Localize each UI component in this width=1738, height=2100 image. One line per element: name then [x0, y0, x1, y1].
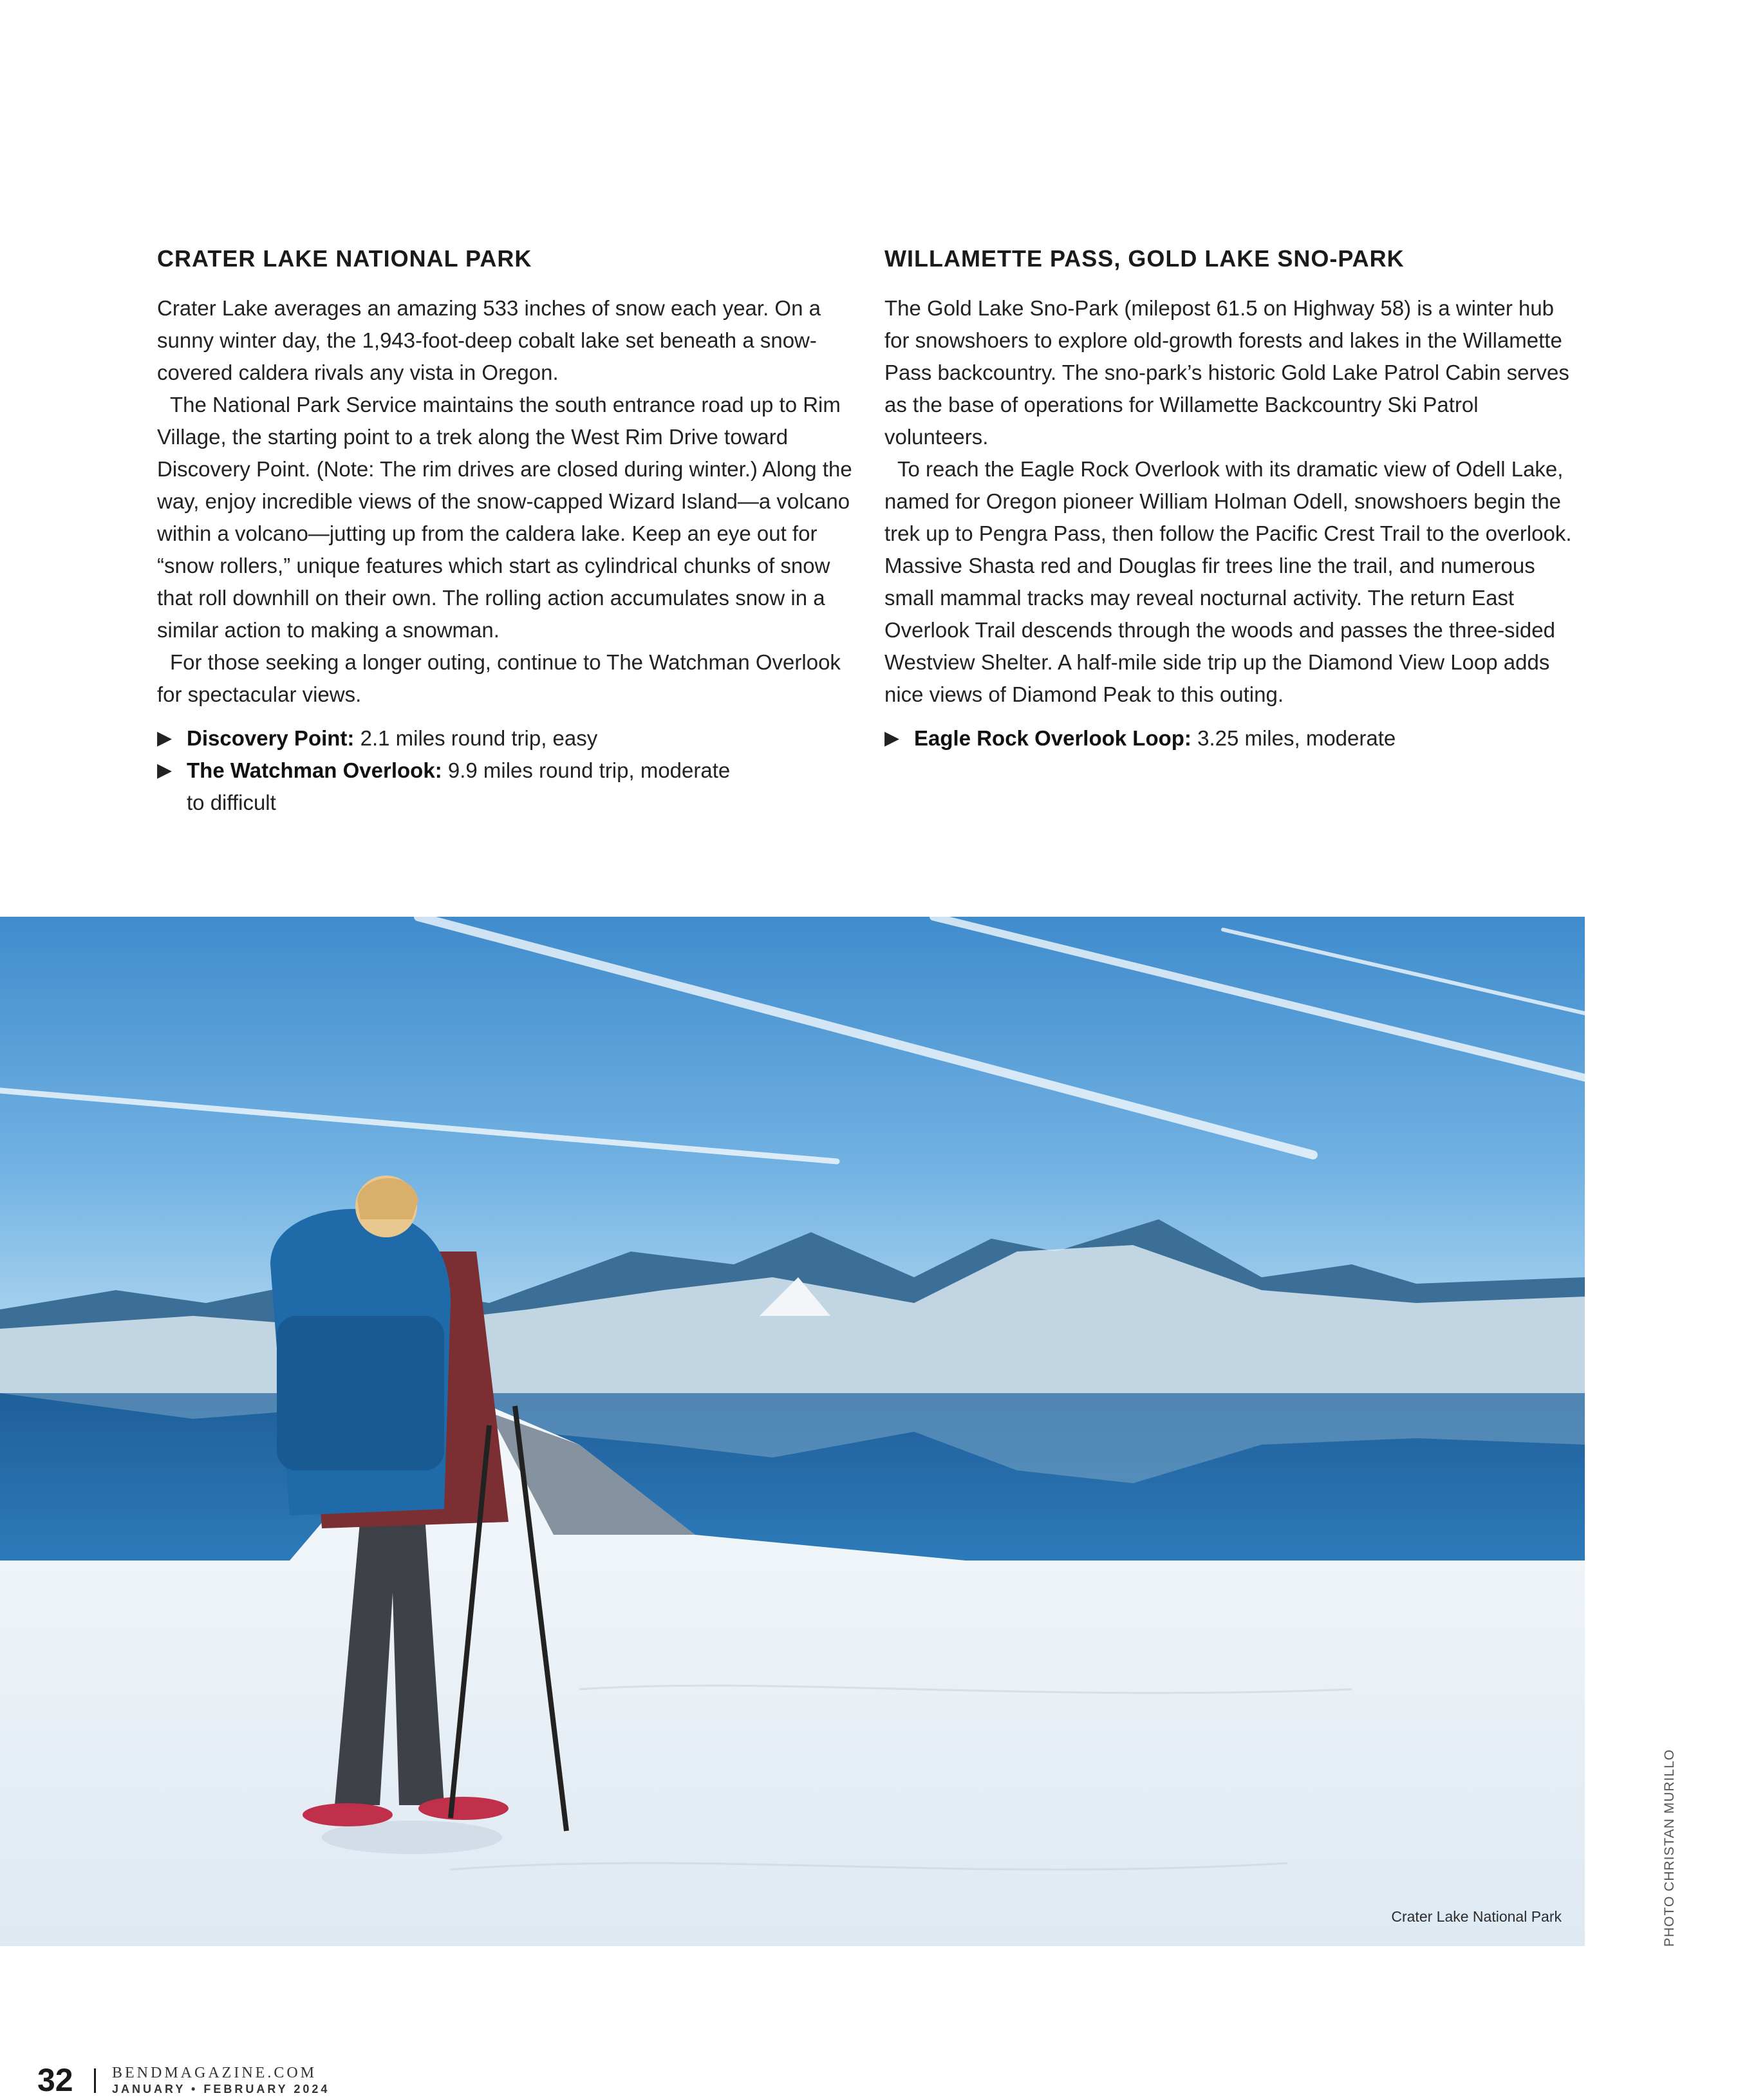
section-heading-willamette-pass: WILLAMETTE PASS, GOLD LAKE SNO-PARK: [884, 245, 1405, 272]
paragraph: For those seeking a longer outing, continue to The Watchman Overlook for spectacular views.: [157, 650, 841, 706]
right-column: [884, 242, 1580, 755]
magazine-site: BENDMAGAZINE.COM: [112, 2065, 317, 2081]
paragraph: Crater Lake averages an amazing 533 inches of snow each year. On a sunny winter day, the 1,943-foot-deep cobalt lake set beneath a snow-covered caldera rivals any vista in Oregon.: [157, 296, 821, 384]
trip-detail: 3.25 miles, moderate: [1197, 726, 1396, 750]
photo-caption: Crater Lake National Park: [1391, 1908, 1562, 1925]
trip-item: [884, 722, 1580, 755]
page-number: 32: [37, 2062, 73, 2098]
snowshoer-illustration: [0, 917, 1585, 1946]
trip-item: [157, 722, 852, 755]
paragraph: To reach the Eagle Rock Overlook with its dramatic view of Odell Lake, named for Oregon pioneer William Holman Odell, snowshoers begin the trek up to Pengra Pass, then follow the Pacific Crest Trail to the overlook. Massive Shasta red and Douglas fir trees line the trail, and numerous small mammal tracks may reveal nocturnal activity. The return East Overlook Trail descends through the woods and passes the three-sided Westview Shelter. A half-mile side trip up the Diamond View Loop adds nice views of Diamond Peak to this outing.: [884, 457, 1572, 706]
play-arrow-icon: ▶: [157, 727, 173, 749]
paragraph: The Gold Lake Sno-Park (milepost 61.5 on Highway 58) is a winter hub for snowshoers to explore old-growth forests and lakes in the Willamette Pass backcountry. The sno-park’s historic Gold Lake Patrol Cabin serves as the base of operations for Willamette Backcountry Ski Patrol volunteers.: [884, 296, 1569, 449]
play-arrow-icon: ▶: [157, 760, 173, 781]
trip-name: The Watchman Overlook:: [187, 758, 442, 782]
trip-name: Eagle Rock Overlook Loop:: [914, 726, 1191, 750]
section-heading-crater-lake: CRATER LAKE NATIONAL PARK: [157, 245, 532, 272]
left-column: [157, 242, 852, 819]
trip-name: Discovery Point:: [187, 726, 355, 750]
trip-item: [157, 755, 740, 819]
trip-list: [884, 722, 1580, 755]
trip-detail: 9.9 miles round trip, moderate to difficult: [187, 758, 731, 814]
trip-detail: 2.1 miles round trip, easy: [360, 726, 598, 750]
issue-date: JANUARY • FEBRUARY 2024: [112, 2083, 330, 2095]
play-arrow-icon: ▶: [884, 727, 900, 749]
photo-credit: PHOTO CHRISTAN MURILLO: [1662, 1748, 1677, 1947]
paragraph: The National Park Service maintains the south entrance road up to Rim Village, the starting point to a trek along the West Rim Drive toward Discovery Point. (Note: The rim drives are closed during winter.) Along the way, enjoy incredible views of the snow-capped Wizard Island—a volcano within a volcano—jutting up from the caldera lake. Keep an eye out for “snow rollers,” unique features which start as cylindrical chunks of snow that roll downhill on their own. The rolling action accumulates snow in a similar action to making a snowman.: [157, 393, 852, 642]
footer-divider: [94, 2068, 96, 2093]
trip-list: [157, 722, 852, 819]
crater-lake-photo: [0, 917, 1585, 1946]
